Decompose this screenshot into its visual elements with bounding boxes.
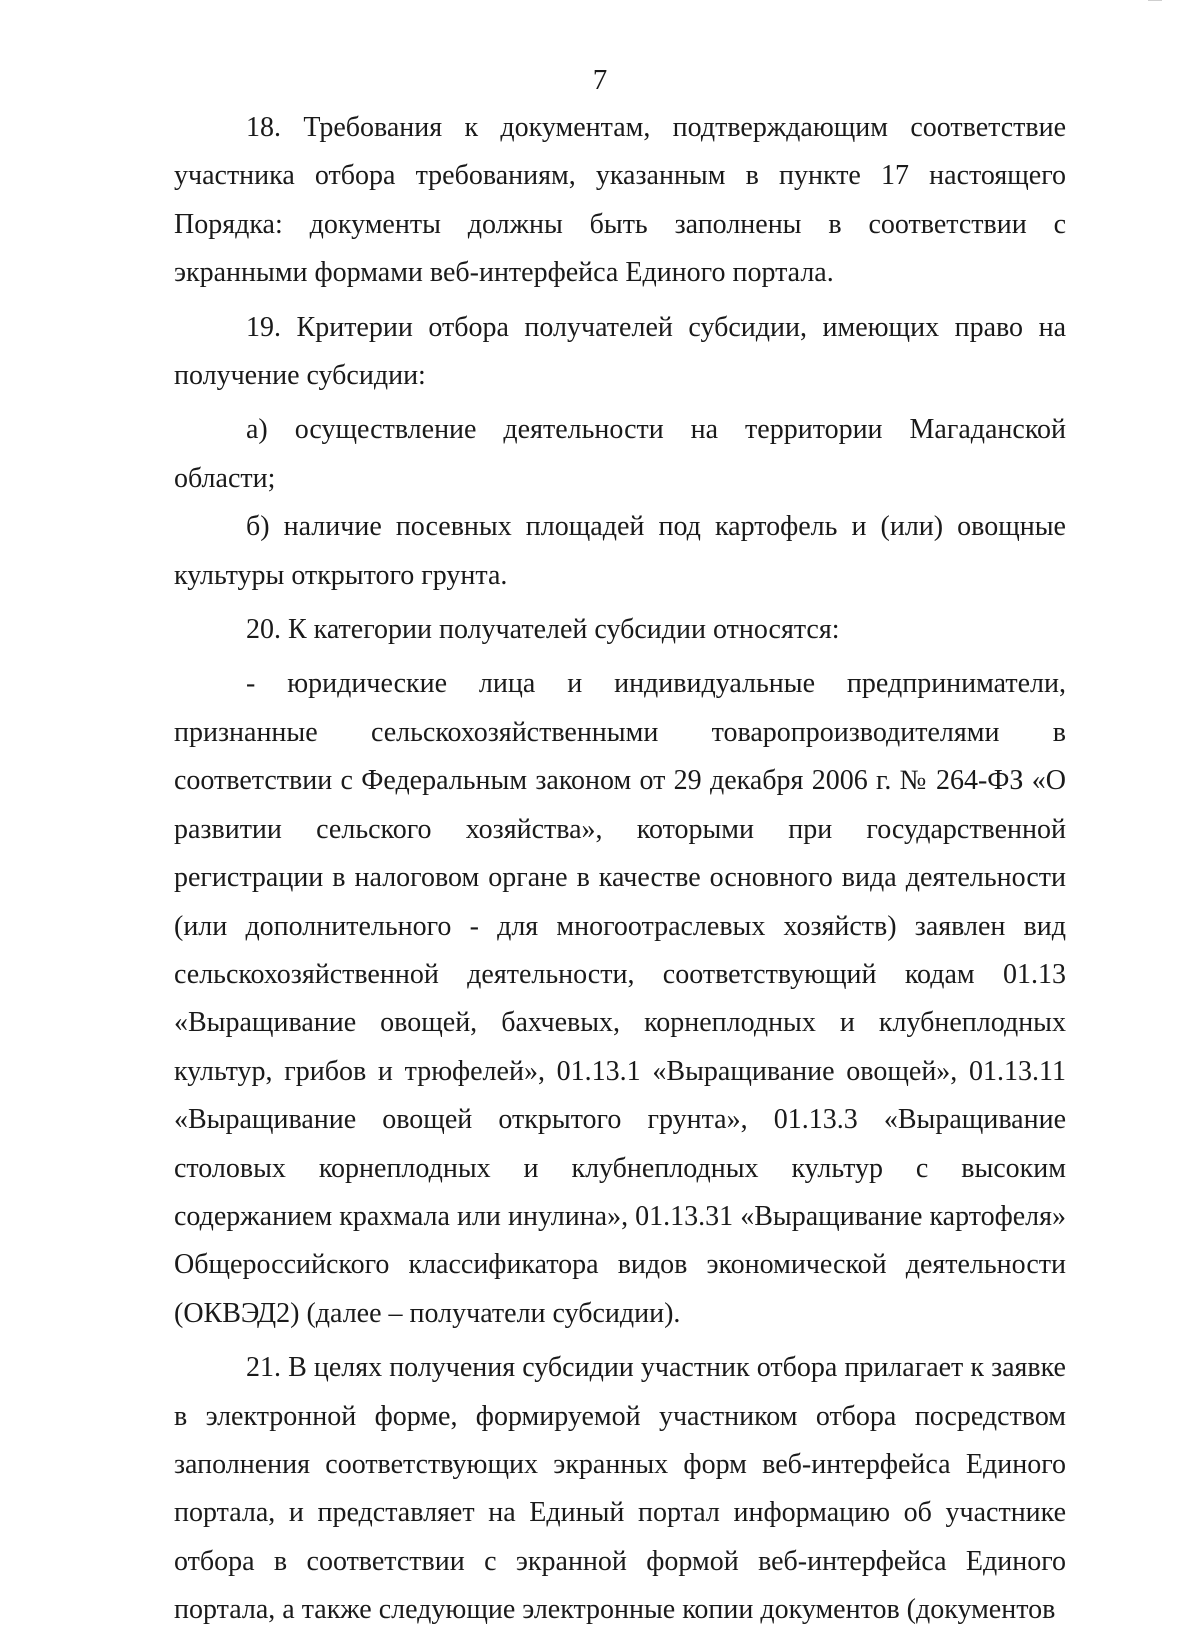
paragraph-18: 18. Требования к документам, подтверждающим соответствие участника отбора требованиям, указанным в пункте 17 настоящего Порядка: документы должны быть заполнены в соответствии с экранными формами веб-интерфейса Единого портала.	[174, 112, 1066, 289]
paragraph-19-item-a: а) осуществление деятельности на территории Магаданской области;	[174, 414, 1066, 494]
paragraph-20-item: - юридические лица и индивидуальные предприниматели, признанные сельскохозяйственными товаропроизводителями в соответствии с Федеральным законом от 29 декабря 2006 г. № 264-ФЗ «О развитии сельского хозяйства», которыми при государственной регистрации в налоговом органе в качестве основного вида деятельности (или дополнительного - для многоотраслевых хозяйств) заявлен вид сельскохозяйственной деятельности, соответствующий кодам 01.13 «Выращивание овощей, бахчевых, корнеплодных и клубнеплодных культур, грибов и трюфелей», 01.13.1 «Выращивание овощей», 01.13.11 «Выращивание овощей открытого грунта», 01.13.3 «Выращивание столовых корнеплодных и клубнеплодных культур с высоким содержанием крахмала или инулина», 01.13.31 «Выращивание картофеля» Общероссийского классификатора видов экономической деятельности (ОКВЭД2) (далее – получатели субсидии).	[174, 668, 1066, 1329]
page-number: 7	[592, 64, 608, 96]
scan-edge-mark	[1148, 0, 1162, 5]
document-body	[174, 104, 1066, 1635]
paragraph-19-item-b: б) наличие посевных площадей под картофель и (или) овощные культуры открытого грунта.	[174, 511, 1066, 591]
paragraph-21: 21. В целях получения субсидии участник отбора прилагает к заявке в электронной форме, формируемой участником отбора посредством заполнения соответствующих экранных форм веб-интерфейса Единого портала, и представляет на Единый портал информацию об участнике отбора в соответствии с экранной формой веб-интерфейса Единого портала, а также следующие электронные копии документов (документов	[174, 1352, 1066, 1626]
paragraph-20: 20. К категории получателей субсидии относятся:	[246, 614, 840, 646]
paragraph-19: 19. Критерии отбора получателей субсидии, имеющих право на получение субсидии:	[174, 311, 1066, 392]
